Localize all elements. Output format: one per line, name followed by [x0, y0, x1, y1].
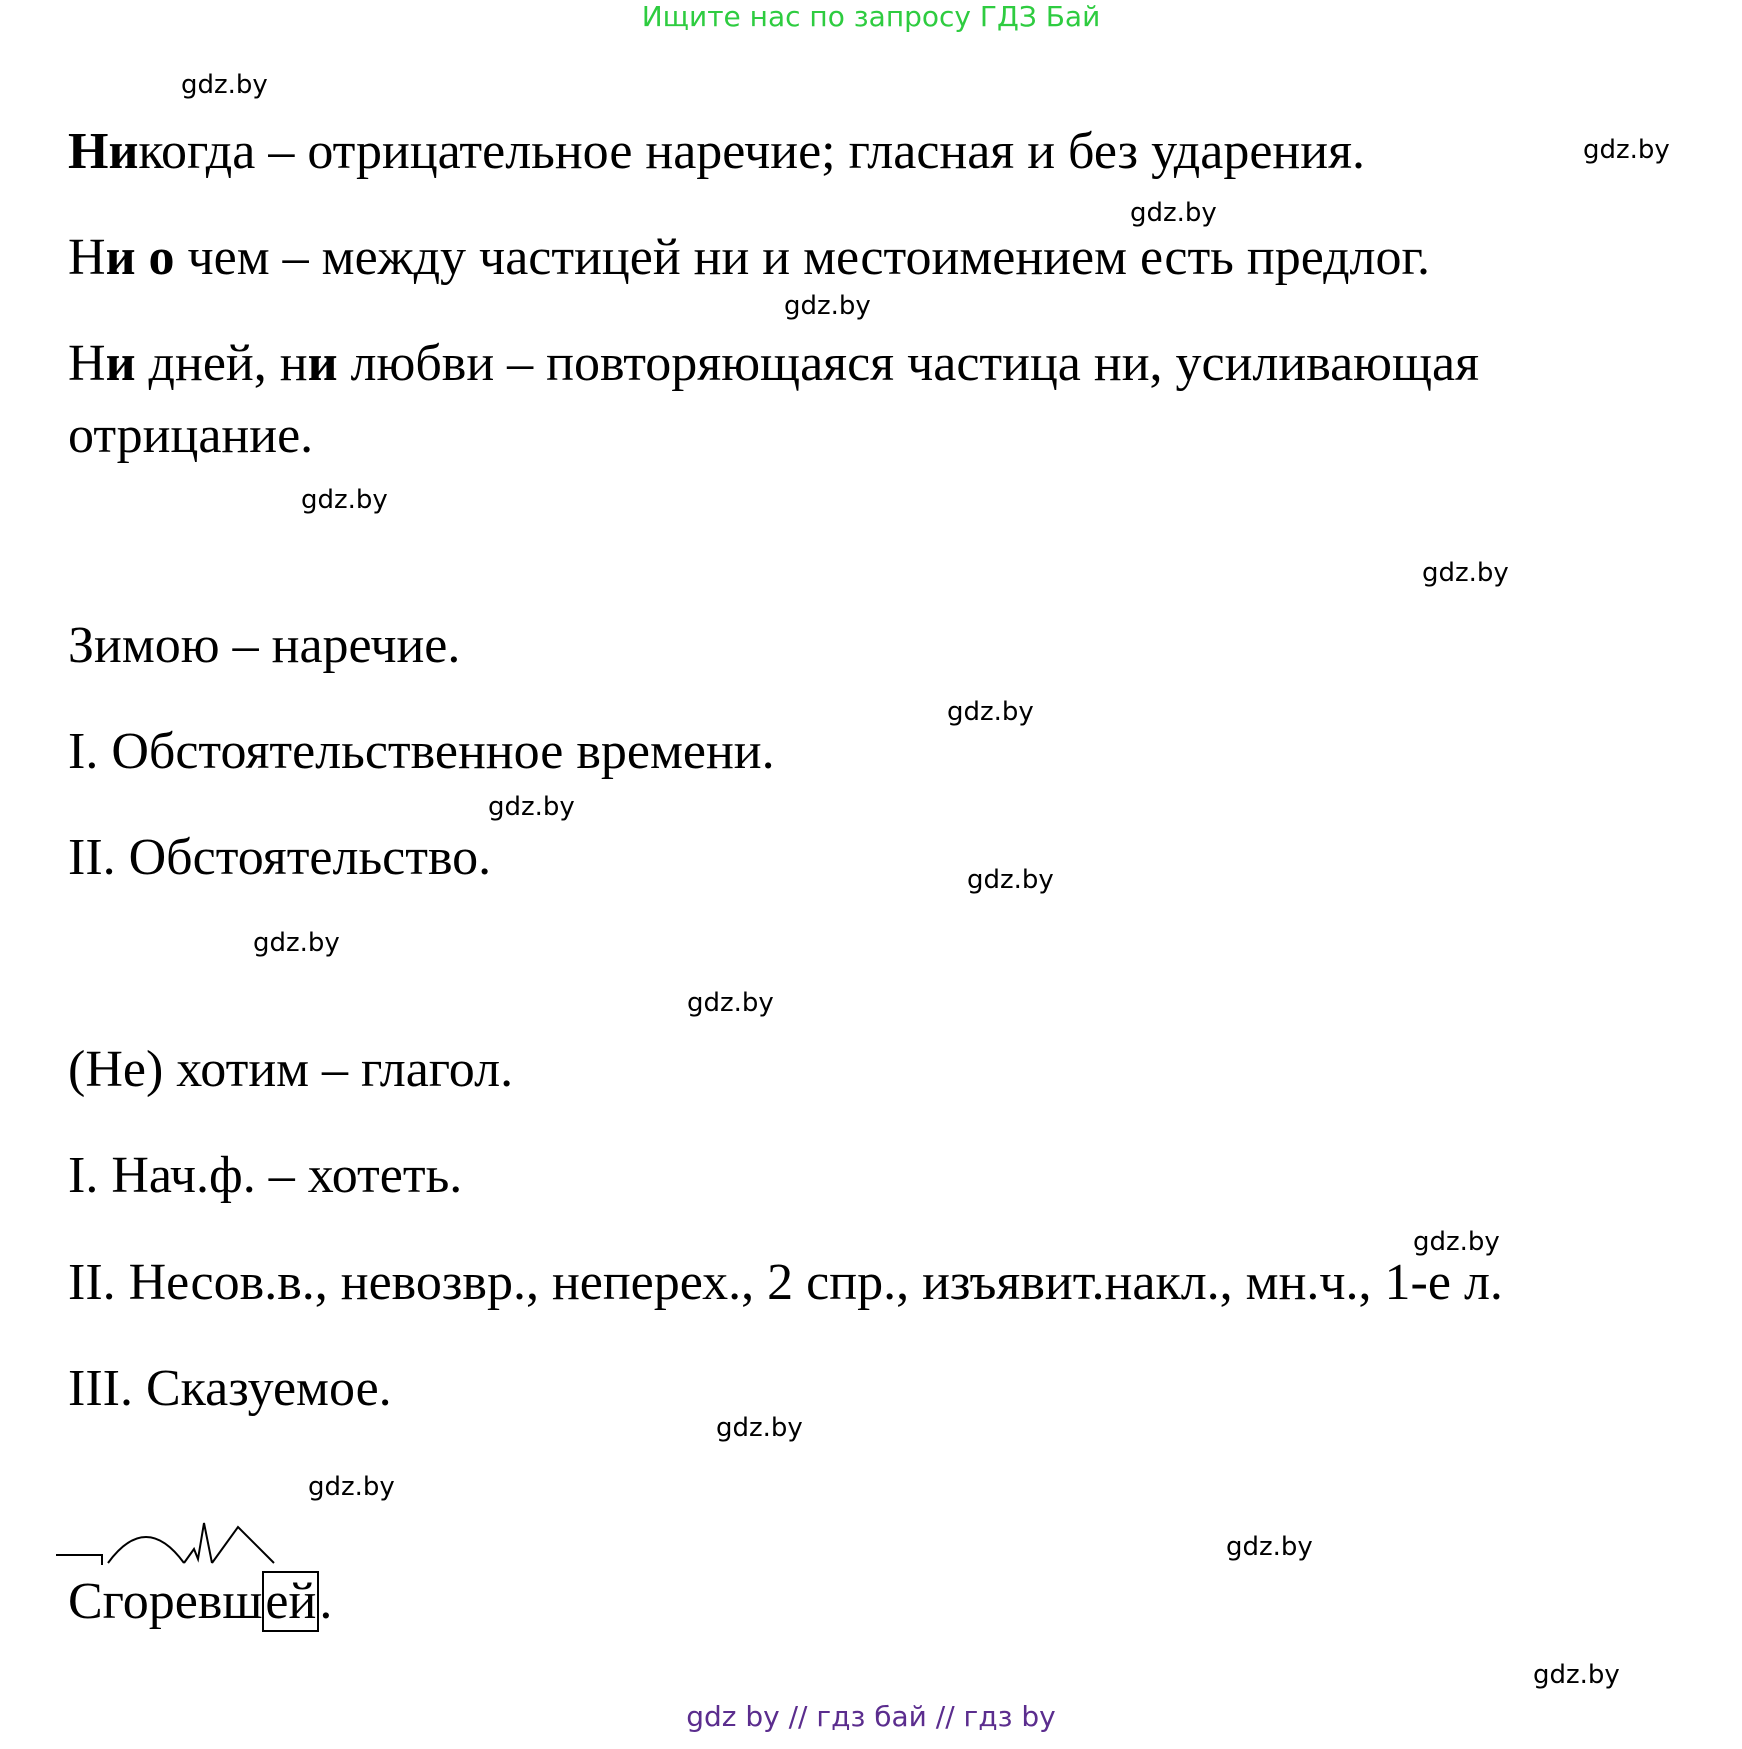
watermark: gdz.by	[967, 865, 1054, 895]
watermark: gdz.by	[301, 485, 388, 515]
watermark: gdz.by	[784, 291, 871, 321]
line-text: Н	[68, 229, 106, 286]
line-hotim-item3: III. Сказуемое.	[68, 1360, 392, 1417]
line-text: когда – отрицательное наречие; гласная и без ударения.	[138, 123, 1365, 180]
line-sgorevshey	[68, 1572, 332, 1632]
watermark: gdz.by	[1413, 1227, 1500, 1257]
bold-letter: и	[307, 335, 338, 392]
watermark: gdz.by	[716, 1413, 803, 1443]
watermark: gdz.by	[1226, 1532, 1313, 1562]
line-otricanie: отрицание.	[68, 407, 314, 464]
watermark: gdz.by	[308, 1472, 395, 1502]
bold-letter: и	[105, 335, 136, 392]
line-ni-o-chem	[68, 228, 1430, 288]
punctuation: .	[319, 1573, 333, 1630]
line-ne-hotim: (Не) хотим – глагол.	[68, 1041, 514, 1098]
watermark: gdz.by	[947, 697, 1034, 727]
watermark: gdz.by	[253, 928, 340, 958]
header-search-hint[interactable]: Ищите нас по запросу ГДЗ Бай	[641, 0, 1101, 33]
suffix-mark-1	[184, 1523, 212, 1563]
word-stem: Сгоревш	[68, 1573, 263, 1630]
line-zimoyu: Зимою – наречие.	[68, 617, 461, 674]
watermark: gdz.by	[687, 988, 774, 1018]
prefix-mark	[56, 1555, 102, 1565]
root-arc	[108, 1537, 184, 1563]
watermark: gdz.by	[488, 792, 575, 822]
line-zimoyu-item1: I. Обстоятельственное времени.	[68, 723, 775, 780]
line-text: чем – между частицей ни и местоимением есть предлог.	[174, 229, 1430, 286]
watermark: gdz.by	[1422, 558, 1509, 588]
line-text: любви – повторяющаяся частица ни, усиливающая	[337, 335, 1480, 392]
watermark: gdz.by	[1583, 135, 1670, 165]
line-zimoyu-item2: II. Обстоятельство.	[68, 829, 492, 886]
line-text: Н	[68, 335, 106, 392]
line-ni-dney	[68, 334, 1479, 394]
line-hotim-item1: I. Нач.ф. – хотеть.	[68, 1147, 463, 1204]
word-ending: ей	[262, 1571, 319, 1632]
footer-links[interactable]: gdz by // гдз бай // гдз by	[686, 1700, 1056, 1733]
watermark: gdz.by	[1130, 198, 1217, 228]
watermark: gdz.by	[1533, 1660, 1620, 1690]
suffix-mark-2	[212, 1527, 274, 1563]
line-text	[136, 229, 149, 286]
bold-letter: о	[148, 229, 175, 286]
line-text: дней, н	[135, 335, 308, 392]
watermark: gdz.by	[181, 70, 268, 100]
bold-prefix: Ни	[68, 123, 139, 180]
bold-letter: и	[105, 229, 136, 286]
line-hotim-item2: II. Несов.в., невозвр., неперех., 2 спр., изъявит.накл., мн.ч., 1-е л.	[68, 1254, 1503, 1311]
line-nikogda	[68, 122, 1365, 182]
